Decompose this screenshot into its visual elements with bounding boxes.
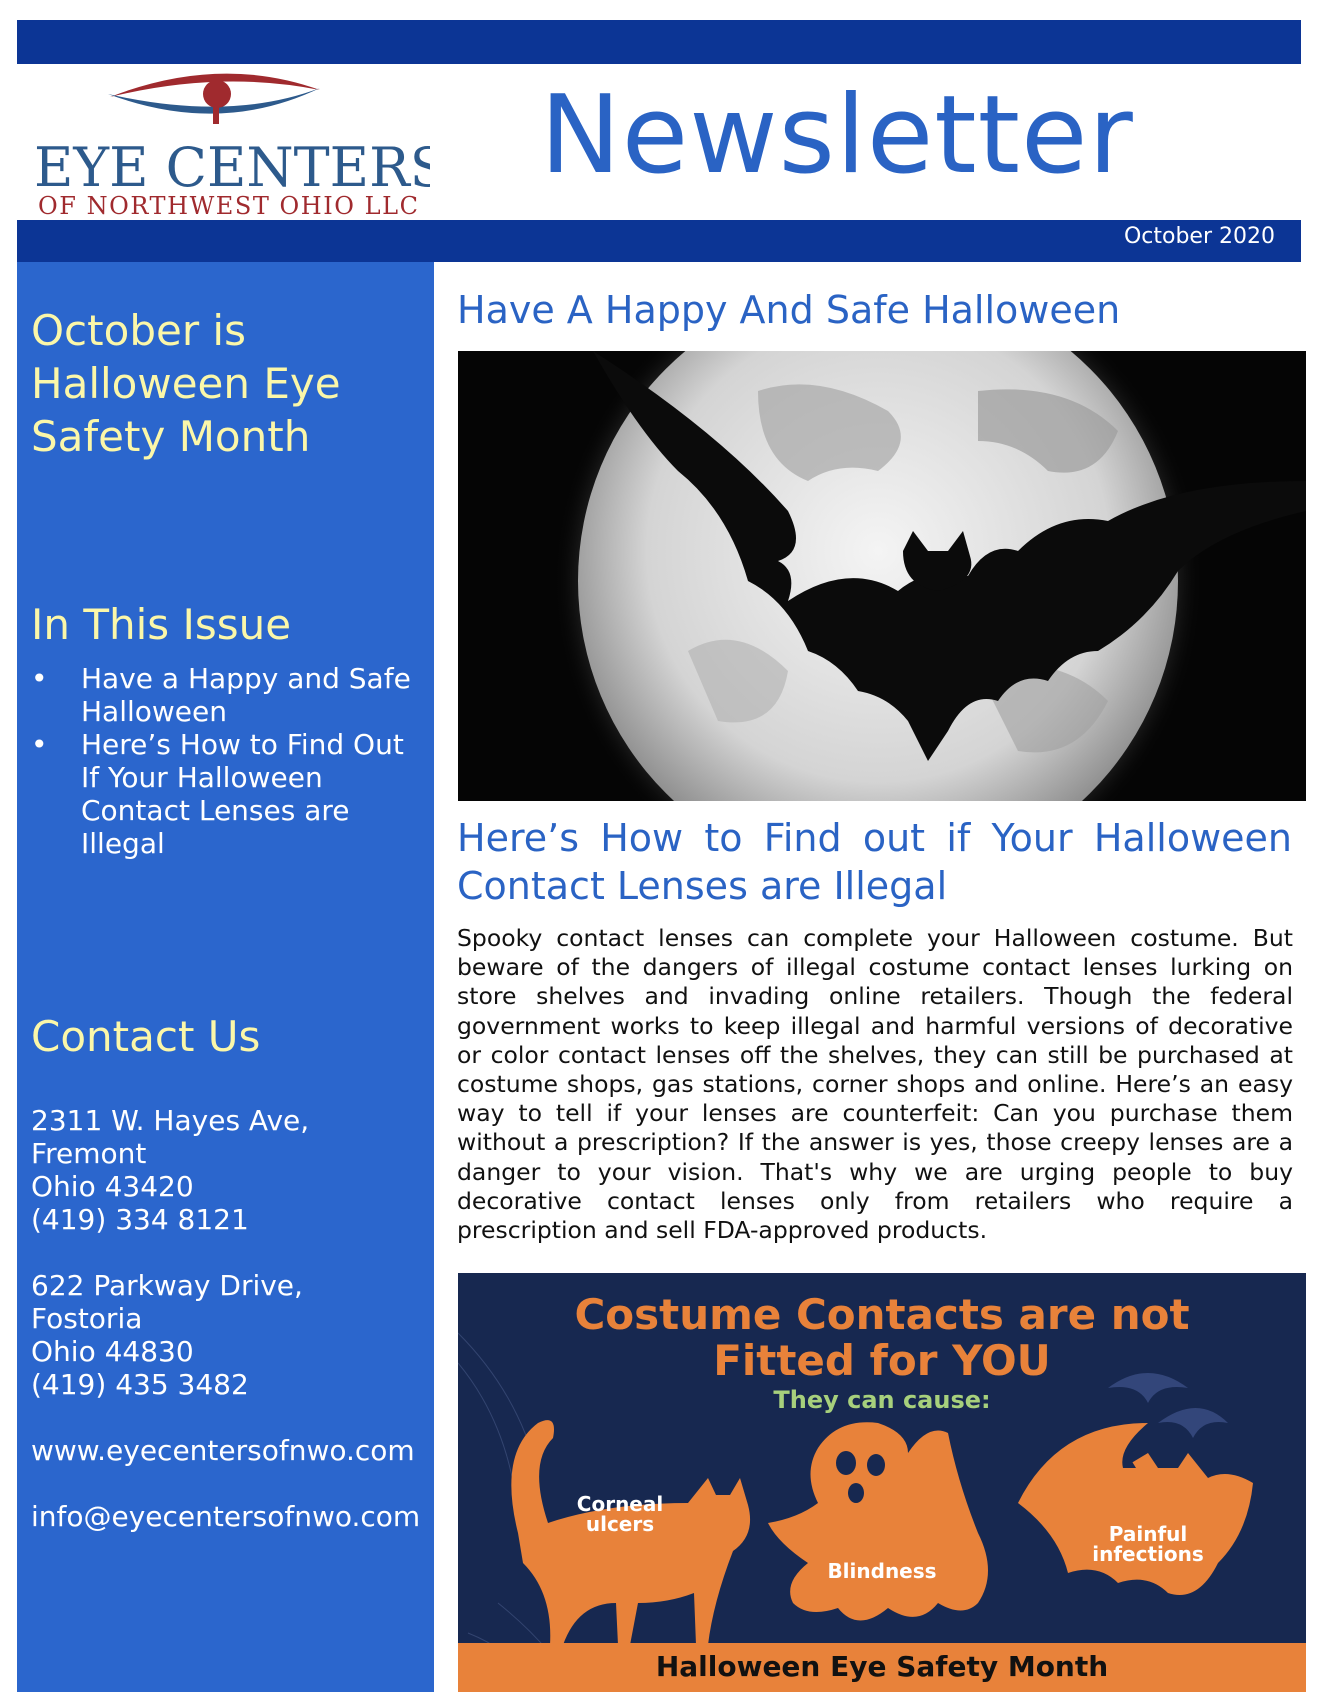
email-link[interactable]: info@eyecentersofnwo.com	[31, 1500, 421, 1533]
city-line: Fremont	[31, 1137, 147, 1170]
headline-line: Contact Lenses are Illegal	[457, 864, 948, 908]
issue-date: October 2020	[1123, 224, 1275, 249]
city-line: Fostoria	[31, 1302, 143, 1335]
issue-item-line: Contact Lenses are	[81, 794, 350, 827]
date-bar	[17, 220, 1301, 262]
logo-subtitle: OF NORTHWEST OHIO LLC	[38, 192, 418, 220]
location-fostoria	[31, 1269, 420, 1401]
state-zip-line: Ohio 43420	[31, 1170, 194, 1203]
poster-item-corneal: Corneal	[576, 1492, 664, 1516]
issue-item-line: Halloween	[81, 695, 228, 728]
phone-number[interactable]: (419) 334 8121	[31, 1203, 249, 1236]
headline-halloween: Have A Happy And Safe Halloween	[457, 288, 1121, 332]
top-banner-bar	[17, 20, 1301, 64]
issue-item[interactable]	[31, 728, 421, 860]
poster-title-line2: Fitted for YOU	[713, 1336, 1051, 1385]
month-heading-line: October is	[31, 306, 246, 355]
poster-title-line1: Costume Contacts are not	[574, 1290, 1190, 1339]
costume-contacts-poster	[458, 1273, 1306, 1692]
eye-centers-logo	[30, 64, 430, 222]
month-heading-line: Safety Month	[31, 412, 311, 461]
sidebar	[17, 262, 434, 1692]
moon-bat-image	[458, 351, 1306, 801]
issue-item-line: Have a Happy and Safe	[81, 662, 411, 695]
poster-item-infections: infections	[1092, 1542, 1204, 1566]
state-zip-line: Ohio 44830	[31, 1335, 194, 1368]
poster-subtitle: They can cause:	[773, 1386, 991, 1414]
article-body: Spooky contact lenses can complete your Halloween costume. But beware of the dangers of illegal costume contact lenses lurking on store shelves and invading online retailers. Though the federal government works to keep illegal and harmful versions of decorative or color contact lenses off the shelves, they can still be purchased at costume shops, gas stations, corner shops and online. Here’s an easy way to tell if your lenses are counterfeit: Can you purchase them without a prescription? If the answer is yes, those creepy lenses are a danger to your vision. That's why we are urging people to buy decorative contact lenses only from retailers who require a prescription and sell FDA-approved products.	[457, 924, 1293, 1245]
address-line: 622 Parkway Drive,	[31, 1269, 303, 1302]
issue-item-line: Here’s How to Find Out	[81, 728, 404, 761]
website-link[interactable]: www.eyecentersofnwo.com	[31, 1434, 415, 1467]
phone-number[interactable]: (419) 435 3482	[31, 1368, 249, 1401]
issue-item-line: Illegal	[81, 827, 165, 860]
poster-item-ulcers: ulcers	[585, 1512, 655, 1536]
contact-heading: Contact Us	[31, 1012, 261, 1061]
poster-item-painful: Painful	[1108, 1522, 1188, 1546]
bullet: •	[31, 728, 48, 761]
logo-name: EYE CENTERS	[34, 136, 430, 199]
month-heading	[31, 304, 341, 463]
issue-list	[31, 662, 421, 860]
newsletter-title: Newsletter	[540, 73, 1134, 198]
location-fremont	[31, 1104, 420, 1236]
bullet: •	[31, 662, 48, 695]
issue-item-line: If Your Halloween	[81, 761, 323, 794]
poster-footer: Halloween Eye Safety Month	[655, 1650, 1109, 1683]
issue-item[interactable]	[31, 662, 421, 728]
headline-contact-lenses	[457, 814, 1292, 910]
contact-body	[31, 1104, 420, 1566]
headline-line: Here’s How to Find out if Your Halloween	[457, 816, 1292, 860]
poster-item-blindness: Blindness	[827, 1559, 937, 1583]
month-heading-line: Halloween Eye	[31, 359, 341, 408]
address-line: 2311 W. Hayes Ave,	[31, 1104, 310, 1137]
issue-heading: In This Issue	[31, 600, 292, 649]
